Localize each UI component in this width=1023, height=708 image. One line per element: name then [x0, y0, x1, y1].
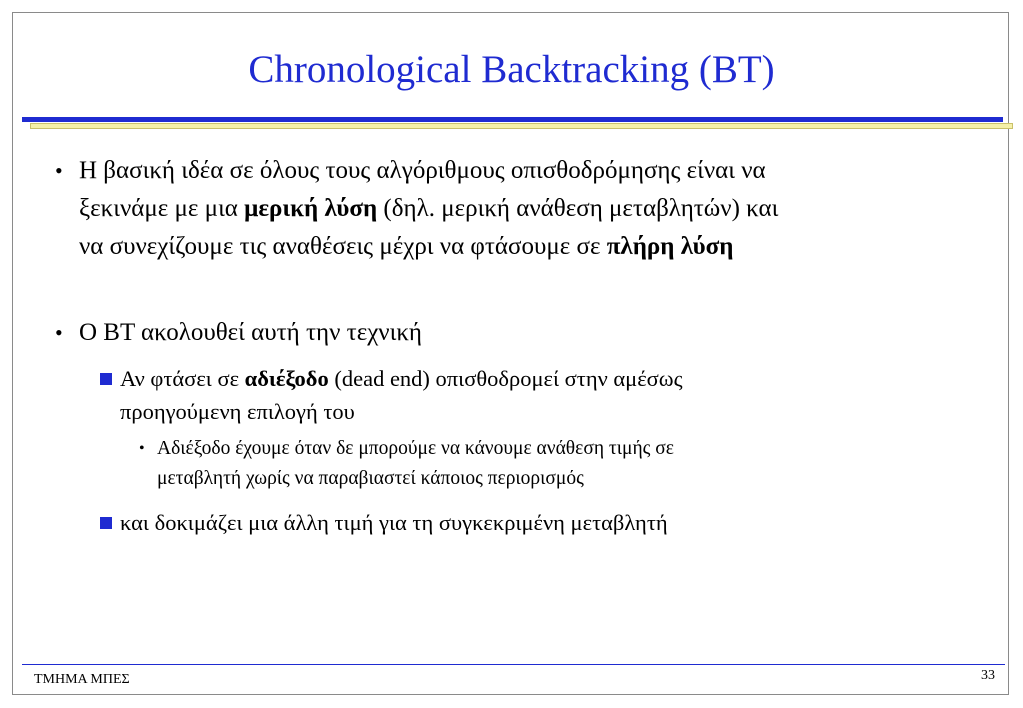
bold-term: μερική λύση	[244, 195, 378, 222]
bullet-marker: •	[55, 158, 63, 183]
sub-sub-bullet-text: μεταβλητή χωρίς να παραβιαστεί κάποιος περιορισμός	[157, 468, 584, 489]
sub-sub-bullet-text: Αδιέξοδο έχουμε όταν δε μπορούμε να κάνουμε ανάθεση τιμής σε	[157, 438, 674, 459]
bold-term: πλήρη λύση	[606, 233, 734, 260]
sub-bullet-text: προηγούμενη επιλογή του	[120, 399, 355, 424]
sub-bullet-text	[120, 362, 900, 395]
page-number: 33	[981, 668, 995, 683]
sub-bullet-item	[120, 506, 900, 539]
bullet-text	[79, 228, 979, 266]
text-run: ξεκινάμε με μια	[79, 195, 245, 222]
bold-term: αδιέξοδο	[244, 366, 329, 391]
sub-bullet-text: και δοκιμάζει μια άλλη τιμή για τη συγκεκριμένη μεταβλητή	[120, 510, 668, 535]
bullet-marker: •	[55, 320, 63, 345]
square-bullet-icon	[100, 373, 112, 385]
bullet-text	[79, 190, 979, 228]
bullet-text: Η βασική ιδέα σε όλους τους αλγόριθμους οπισθοδρόμησης είναι να	[79, 157, 766, 184]
text-run: (δηλ. μερική ανάθεση μεταβλητών) και	[377, 195, 779, 222]
sub-sub-bullet-item	[139, 434, 877, 494]
footer-divider	[22, 664, 1005, 665]
footer-department: ΤΜΗΜΑ ΜΠΕΣ	[34, 672, 130, 687]
bullet-item	[55, 152, 979, 266]
sub-bullet-item	[120, 362, 900, 428]
bullet-marker: •	[139, 440, 145, 457]
text-run: να συνεχίζουμε τις αναθέσεις μέχρι να φτάσουμε σε	[79, 233, 607, 260]
text-run: Αν φτάσει σε	[120, 366, 245, 391]
bullet-item	[55, 314, 979, 352]
slide-title: Chronological Backtracking (BT)	[248, 48, 775, 91]
text-run: (dead end) οπισθοδρομεί στην αμέσως	[328, 366, 683, 391]
bullet-text: Ο BT ακολουθεί αυτή την τεχνική	[79, 319, 423, 346]
square-bullet-icon	[100, 517, 112, 529]
